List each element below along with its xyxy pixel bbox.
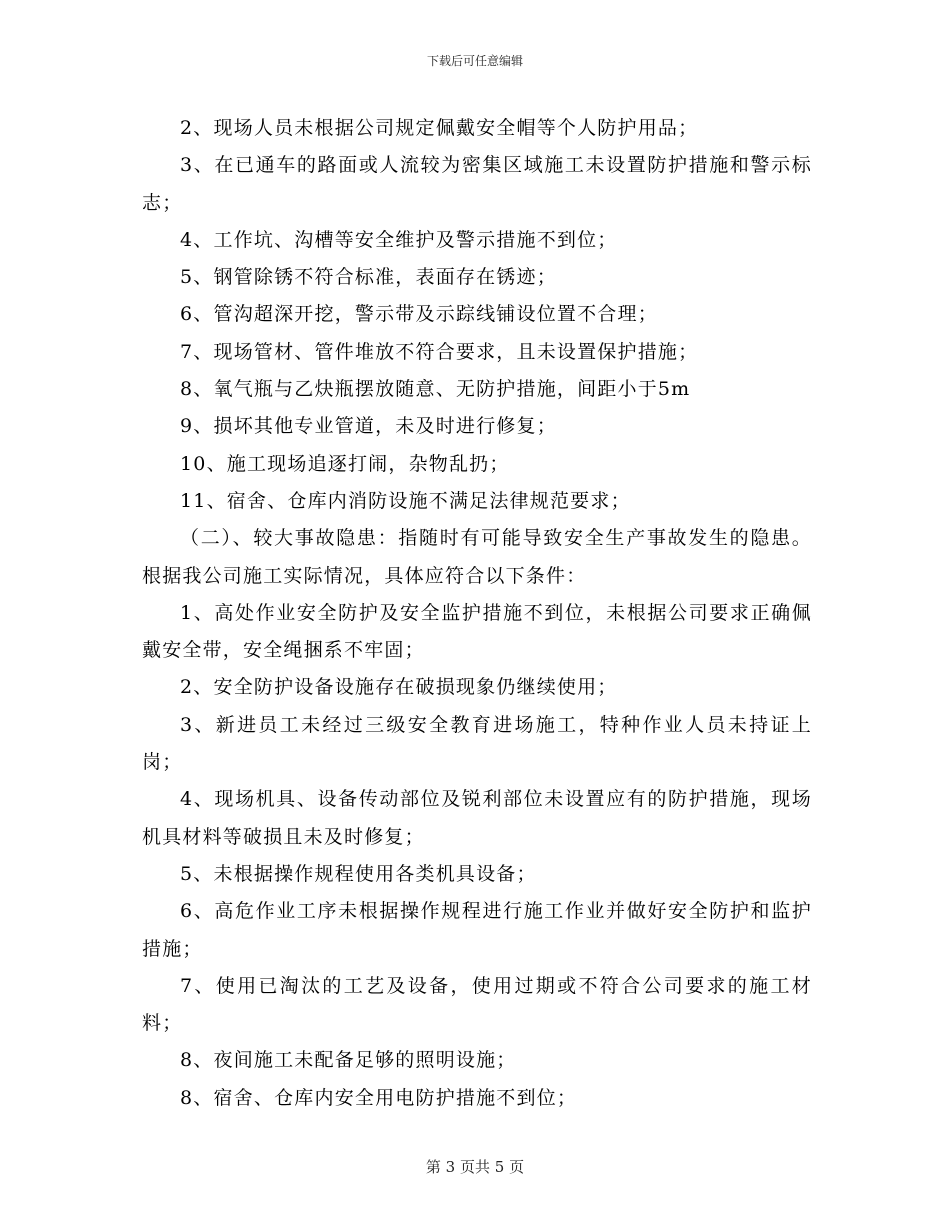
- paragraph: 10、施工现场追逐打闹，杂物乱扔；: [180, 452, 510, 475]
- paragraph: 3、新进员工未经过三级安全教育进场施工，特种作业人员未持证上岗；: [142, 713, 812, 774]
- paragraph: 1、高处作业安全防护及安全监护措施不到位，未根据公司要求正确佩戴安全带，安全绳捆系不牢固；: [142, 601, 812, 662]
- paragraph: 6、高危作业工序未根据操作规程进行施工作业并做好安全防护和监护措施；: [142, 900, 812, 960]
- paragraph: 3、在已通车的路面或人流较为密集区域施工未设置防护措施和警示标志；: [142, 154, 812, 214]
- paragraph: 9、损坏其他专业管道，未及时进行修复；: [180, 415, 557, 438]
- section-heading-paragraph: （二）、较大事故隐患：指随时有可能导致安全生产事故发生的隐患。根据我公司施工实际情况，具体应符合以下条件：: [142, 527, 812, 587]
- paragraph: 6、管沟超深开挖，警示带及示踪线铺设位置不合理；: [180, 303, 658, 326]
- paragraph: 2、现场人员未根据公司规定佩戴安全帽等个人防护用品；: [180, 117, 699, 139]
- page-header: 下载后可任意编辑: [426, 54, 523, 68]
- paragraph: 8、宿舍、仓库内安全用电防护措施不到位；: [180, 1086, 578, 1109]
- paragraph: 4、现场机具、设备传动部位及锐利部位未设置应有的防护措施，现场机具材料等破损且未及时修复；: [142, 788, 812, 848]
- paragraph: 8、夜间施工未配备足够的照明设施；: [180, 1049, 517, 1072]
- paragraph: 8、氧气瓶与乙炔瓶摆放随意、无防护措施，间距小于5m: [180, 378, 691, 401]
- paragraph: 11、宿舍、仓库内消防设施不满足法律规范要求；: [180, 489, 631, 512]
- page-number-footer: 第 3 页共 5 页: [425, 1158, 525, 1176]
- paragraph: 5、未根据操作规程使用各类机具设备；: [180, 862, 537, 885]
- paragraph: 7、现场管材、管件堆放不符合要求，且未设置保护措施；: [180, 340, 699, 363]
- paragraph: 4、工作坑、沟槽等安全维护及警示措施不到位；: [180, 228, 618, 251]
- paragraph: 7、使用已淘汰的工艺及设备，使用过期或不符合公司要求的施工材料；: [142, 974, 812, 1035]
- document-body: [142, 110, 812, 1117]
- paragraph: 5、钢管除锈不符合标准，表面存在锈迹；: [180, 266, 557, 289]
- paragraph: 2、安全防护设备设施存在破损现象仍继续使用；: [180, 676, 618, 699]
